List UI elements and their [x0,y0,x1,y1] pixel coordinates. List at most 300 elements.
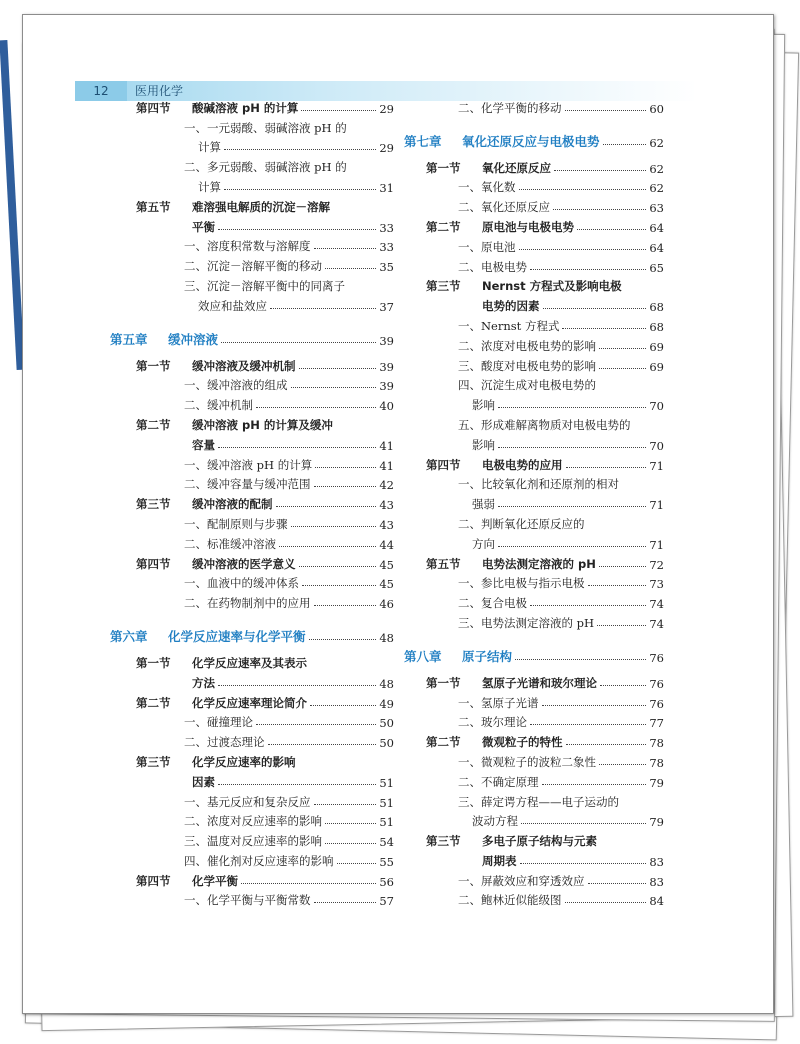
entry-title: 一、比较氧化剂和还原剂的相对 [458,477,619,492]
page-number: 76 [649,676,664,691]
dot-leader [543,308,647,309]
toc-subsection-entry[interactable] [404,294,664,314]
page-number: 48 [379,631,394,646]
toc-section-entry[interactable] [404,829,664,849]
page-number: 51 [379,795,394,810]
page-number: 31 [379,180,394,195]
toc-subsection-entry[interactable] [404,849,664,869]
dot-leader [221,342,376,343]
page-number: 41 [379,458,394,473]
page-number: 62 [649,135,664,150]
entry-title: 效应和盐效应 [198,298,267,313]
entry-title: 化学反应速率与化学平衡 [168,629,306,645]
entry-title: 缓冲溶液的配制 [192,497,273,512]
toc-subsection-entry[interactable] [110,235,394,255]
page-number: 70 [649,399,664,414]
toc-subsection-entry[interactable] [404,572,664,592]
entry-title: 一、参比电极与指示电极 [458,576,585,591]
dot-leader [498,407,646,408]
page-number: 43 [379,498,394,513]
toc-section-entry[interactable] [110,354,394,374]
toc-subsection-entry[interactable] [404,393,664,413]
section-number: 第三节 [426,834,461,849]
entry-title: 因素 [192,774,215,789]
entry-title: 一、氢原子光谱 [458,695,539,710]
entry-title: 二、复合电极 [458,596,527,611]
dot-leader [325,843,376,844]
toc-subsection-entry[interactable] [110,374,394,394]
entry-title: 微观粒子的特性 [482,735,563,750]
page-number: 74 [649,597,664,612]
section-number: 第一节 [136,358,171,373]
toc-section-entry[interactable] [110,691,394,711]
toc-section-entry[interactable] [110,96,394,116]
dot-leader [256,407,376,408]
page-number: 71 [649,537,664,552]
page-number: 62 [649,181,664,196]
entry-title: 二、鲍林近似能级图 [458,893,562,908]
toc-subsection-entry[interactable] [404,334,664,354]
entry-title: 三、沉淀－溶解平衡中的同离子 [184,278,345,293]
entry-title: 缓冲溶液 [168,331,219,347]
toc-chapter-entry[interactable] [404,641,664,665]
entry-title: 原电池与电极电势 [482,219,574,234]
page-number: 51 [379,815,394,830]
dot-leader [315,467,376,468]
entry-title: 周期表 [482,853,517,868]
section-number: 第四节 [426,457,461,472]
toc-subsection-entry[interactable] [404,255,664,275]
entry-title: 四、沉淀生成对电极电势的 [458,378,596,393]
page-number: 39 [379,333,394,348]
page-number: 39 [379,379,394,394]
dot-leader [314,804,377,805]
entry-title: 缓冲溶液及缓冲机制 [192,358,296,373]
dot-leader [291,387,377,388]
toc-subsection-entry[interactable] [110,175,394,195]
page-number: 73 [649,577,664,592]
page-number: 68 [649,319,664,334]
toc-section-entry[interactable] [404,671,664,691]
page-number: 42 [379,478,394,493]
dot-leader [224,189,376,190]
page-number: 83 [649,854,664,869]
page-number: 71 [649,498,664,513]
toc-left-column [110,96,394,908]
dot-leader [530,724,646,725]
entry-title: 二、电极电势 [458,259,527,274]
page-number: 45 [379,577,394,592]
section-number: 第五节 [426,556,461,571]
dot-leader [498,447,646,448]
entry-title: 二、在药物制剂中的应用 [184,596,311,611]
dot-leader [256,724,376,725]
dot-leader [218,784,376,785]
dot-leader [515,659,646,660]
entry-title: 三、酸度对电极电势的影响 [458,358,596,373]
entry-title: 计算 [198,140,221,155]
page-number: 76 [649,696,664,711]
entry-title: 多电子原子结构与元素 [482,834,597,849]
page-number: 64 [649,240,664,255]
entry-title: 一、原电池 [458,239,516,254]
toc-subsection-entry[interactable] [404,512,664,532]
dot-leader [566,467,647,468]
dot-leader [562,328,646,329]
toc-section-entry[interactable] [110,492,394,512]
section-number: 第四节 [136,100,171,115]
toc-subsection-entry[interactable] [110,849,394,869]
page-number: 69 [649,339,664,354]
section-number: 第一节 [136,655,171,670]
dot-leader [565,110,647,111]
entry-title: 二、缓冲机制 [184,398,253,413]
entry-title: 影响 [472,398,495,413]
entry-title: 二、沉淀－溶解平衡的移动 [184,259,322,274]
section-number: 第二节 [426,219,461,234]
dot-leader [241,883,376,884]
dot-leader [498,506,646,507]
entry-title: 一、碰撞理论 [184,715,253,730]
entry-title: 一、溶度积常数与溶解度 [184,239,311,254]
toc-subsection-entry[interactable] [110,730,394,750]
toc-subsection-entry[interactable] [404,235,664,255]
entry-title: 酸碱溶液 pH 的计算 [192,100,299,115]
header-page-number: 12 [75,81,127,101]
page-number: 49 [379,696,394,711]
page-number: 56 [379,874,394,889]
toc-subsection-entry[interactable] [110,294,394,314]
page-number: 44 [379,537,394,552]
dot-leader [599,348,646,349]
chapter-number: 第六章 [110,629,148,645]
header-book-title: 医用化学 [135,84,184,98]
section-number: 第二节 [136,417,171,432]
page-number: 65 [649,260,664,275]
entry-title: 氢原子光谱和玻尔理论 [482,675,597,690]
page-number: 35 [379,260,394,275]
entry-title: 化学平衡 [192,873,238,888]
toc-subsection-entry[interactable] [110,116,394,136]
page-number: 78 [649,755,664,770]
chapter-number: 第七章 [404,133,442,149]
entry-title: 一、Nernst 方程式 [458,318,560,333]
dot-leader [291,526,377,527]
toc-subsection-entry[interactable] [110,254,394,274]
entry-title: 一、微观粒子的波粒二象性 [458,754,596,769]
dot-leader [542,705,647,706]
toc-subsection-entry[interactable] [404,889,664,909]
toc-subsection-entry[interactable] [404,869,664,889]
dot-leader [301,110,376,111]
toc-subsection-entry[interactable] [110,810,394,830]
entry-title: 二、氧化还原反应 [458,200,550,215]
entry-title: 波动方程 [472,814,518,829]
toc-subsection-entry[interactable] [110,393,394,413]
entry-title: 计算 [198,179,221,194]
page-number: 50 [379,736,394,751]
entry-title: 二、过渡态理论 [184,735,265,750]
dot-leader [279,546,376,547]
entry-title: 二、浓度对反应速率的影响 [184,814,322,829]
toc-subsection-entry[interactable] [110,512,394,532]
toc-subsection-entry[interactable] [404,433,664,453]
toc-subsection-entry[interactable] [404,611,664,631]
dot-leader [542,784,647,785]
entry-title: 影响 [472,437,495,452]
toc-section-entry[interactable] [110,750,394,770]
entry-title: 一、配制原则与步骤 [184,516,288,531]
entry-title: 三、电势法测定溶液的 pH [458,615,595,630]
toc-section-entry[interactable] [404,730,664,750]
toc-right-column [404,96,664,908]
entry-title: 缓冲溶液的医学意义 [192,556,296,571]
toc-section-entry[interactable] [110,869,394,889]
page-number: 33 [379,240,394,255]
toc-subsection-entry[interactable] [110,274,394,294]
toc-subsection-entry[interactable] [110,889,394,909]
chapter-number: 第八章 [404,648,442,664]
toc-subsection-entry[interactable] [404,96,664,116]
entry-title: 二、多元弱酸、弱碱溶液 pH 的 [184,160,347,175]
entry-title: 原子结构 [462,648,513,664]
page-number: 51 [379,775,394,790]
dot-leader [520,863,647,864]
section-number: 第五节 [136,199,171,214]
toc-section-entry[interactable] [110,413,394,433]
toc-section-entry[interactable] [404,275,664,295]
toc-section-entry[interactable] [110,651,394,671]
dot-leader [268,744,377,745]
section-number: 第四节 [136,556,171,571]
page-number: 78 [649,736,664,751]
page-number: 37 [379,299,394,314]
page-number: 46 [379,597,394,612]
entry-title: 容量 [192,437,215,452]
dot-leader [530,269,646,270]
toc-subsection-entry[interactable] [110,829,394,849]
dot-leader [603,144,647,145]
entry-title: 氧化还原反应 [482,160,551,175]
page-number: 69 [649,359,664,374]
dot-leader [310,705,376,706]
page-number: 29 [379,141,394,156]
toc-section-entry[interactable] [110,195,394,215]
page-number: 62 [649,161,664,176]
entry-title: 一、血液中的缓冲体系 [184,576,299,591]
page-number: 57 [379,894,394,909]
dot-leader [302,585,376,586]
dot-leader [218,685,376,686]
toc-subsection-entry[interactable] [404,790,664,810]
entry-title: 平衡 [192,219,215,234]
page-number: 39 [379,359,394,374]
dot-leader [314,902,377,903]
toc-subsection-entry[interactable] [404,354,664,374]
toc-chapter-entry[interactable] [110,324,394,348]
section-number: 第一节 [426,675,461,690]
page-number: 45 [379,557,394,572]
dot-leader [218,447,376,448]
toc-chapter-entry[interactable] [110,621,394,645]
chapter-number: 第五章 [110,331,148,347]
entry-title: 一、基元反应和复杂反应 [184,794,311,809]
entry-title: 一、氧化数 [458,180,516,195]
dot-leader [597,625,646,626]
toc-section-entry[interactable] [404,215,664,235]
toc-subsection-entry[interactable] [110,790,394,810]
entry-title: 方法 [192,675,215,690]
entry-title: 电极电势的应用 [482,457,563,472]
toc-subsection-entry[interactable] [404,691,664,711]
toc-subsection-entry[interactable] [404,473,664,493]
page-number: 76 [649,650,664,665]
entry-title: 缓冲溶液 pH 的计算及缓冲 [192,417,333,432]
dot-leader [600,685,646,686]
section-number: 第一节 [426,160,461,175]
toc-subsection-entry[interactable] [404,176,664,196]
entry-title: 四、催化剂对反应速率的影响 [184,853,334,868]
toc-subsection-entry[interactable] [110,453,394,473]
page-number: 50 [379,716,394,731]
page-number: 79 [649,775,664,790]
dot-leader [577,229,646,230]
dot-leader [554,170,646,171]
page-number: 74 [649,616,664,631]
toc-subsection-entry[interactable] [404,314,664,334]
toc-subsection-entry[interactable] [404,810,664,830]
entry-title: 二、不确定原理 [458,774,539,789]
book-cover-edge [0,40,25,370]
entry-title: 三、薛定谔方程——电子运动的 [458,794,619,809]
dot-leader [565,902,647,903]
entry-title: Nernst 方程式及影响电极 [482,279,622,294]
entry-title: 一、缓冲溶液的组成 [184,378,288,393]
entry-title: 一、化学平衡与平衡常数 [184,893,311,908]
dot-leader [519,249,647,250]
dot-leader [599,566,647,567]
dot-leader [588,883,647,884]
toc-subsection-entry[interactable] [404,492,664,512]
toc-subsection-entry[interactable] [110,155,394,175]
dot-leader [299,566,377,567]
toc-subsection-entry[interactable] [110,671,394,691]
dot-leader [325,268,376,269]
toc-subsection-entry[interactable] [110,532,394,552]
page-number: 70 [649,438,664,453]
page-number: 63 [649,201,664,216]
entry-title: 化学反应速率及其表示 [192,655,307,670]
entry-title: 电势法测定溶液的 pH [482,556,596,571]
entry-title: 氧化还原反应与电极电势 [462,133,600,149]
toc-subsection-entry[interactable] [110,215,394,235]
dot-leader [521,823,646,824]
dot-leader [519,189,647,190]
dot-leader [566,744,647,745]
section-number: 第四节 [136,873,171,888]
toc-subsection-entry[interactable] [110,473,394,493]
toc-subsection-entry[interactable] [110,591,394,611]
toc-subsection-entry[interactable] [404,413,664,433]
page-number: 79 [649,815,664,830]
page-number: 64 [649,220,664,235]
toc-subsection-entry[interactable] [404,195,664,215]
dot-leader [337,863,377,864]
toc-subsection-entry[interactable] [404,711,664,731]
entry-title: 化学反应速率的影响 [192,754,296,769]
entry-title: 难溶强电解质的沉淀－溶解 [192,199,330,214]
entry-title: 五、形成难解离物质对电极电势的 [458,417,631,432]
entry-title: 一、缓冲溶液 pH 的计算 [184,457,313,472]
toc-subsection-entry[interactable] [404,532,664,552]
page-number: 55 [379,854,394,869]
page-number: 41 [379,438,394,453]
dot-leader [599,368,646,369]
entry-title: 一、屏蔽效应和穿透效应 [458,873,585,888]
dot-leader [314,248,377,249]
page-number: 68 [649,300,664,315]
page-number: 33 [379,220,394,235]
toc-subsection-entry[interactable] [404,750,664,770]
toc-subsection-entry[interactable] [110,770,394,790]
toc-chapter-entry[interactable] [404,126,664,150]
toc-subsection-entry[interactable] [110,711,394,731]
toc-subsection-entry[interactable] [110,136,394,156]
dot-leader [276,506,377,507]
dot-leader [325,823,376,824]
dot-leader [588,585,647,586]
page-number: 29 [379,101,394,116]
toc-section-entry[interactable] [404,552,664,572]
dot-leader [530,605,646,606]
toc-subsection-entry[interactable] [404,374,664,394]
section-number: 第二节 [136,695,171,710]
entry-title: 二、缓冲容量与缓冲范围 [184,477,311,492]
entry-title: 三、温度对反应速率的影响 [184,834,322,849]
dot-leader [553,209,646,210]
page-number: 54 [379,835,394,850]
entry-title: 二、化学平衡的移动 [458,100,562,115]
entry-title: 电势的因素 [482,299,540,314]
entry-title: 化学反应速率理论简介 [192,695,307,710]
entry-title: 方向 [472,536,495,551]
dot-leader [218,229,376,230]
toc-subsection-entry[interactable] [404,770,664,790]
toc-section-entry[interactable] [110,552,394,572]
entry-title: 一、一元弱酸、弱碱溶液 pH 的 [184,120,347,135]
dot-leader [599,764,646,765]
page-number: 77 [649,716,664,731]
page-number: 40 [379,399,394,414]
section-number: 第三节 [426,279,461,294]
toc-section-entry[interactable] [404,453,664,473]
dot-leader [299,368,377,369]
toc-section-entry[interactable] [404,156,664,176]
section-number: 第三节 [136,754,171,769]
dot-leader [270,308,376,309]
dot-leader [314,605,377,606]
dot-leader [309,639,377,640]
entry-title: 二、浓度对电极电势的影响 [458,338,596,353]
toc-subsection-entry[interactable] [110,572,394,592]
page-number: 72 [649,557,664,572]
page-number: 43 [379,517,394,532]
toc-subsection-entry[interactable] [404,591,664,611]
entry-title: 二、标准缓冲溶液 [184,536,276,551]
toc-subsection-entry[interactable] [110,433,394,453]
page-number: 84 [649,894,664,909]
dot-leader [224,149,376,150]
